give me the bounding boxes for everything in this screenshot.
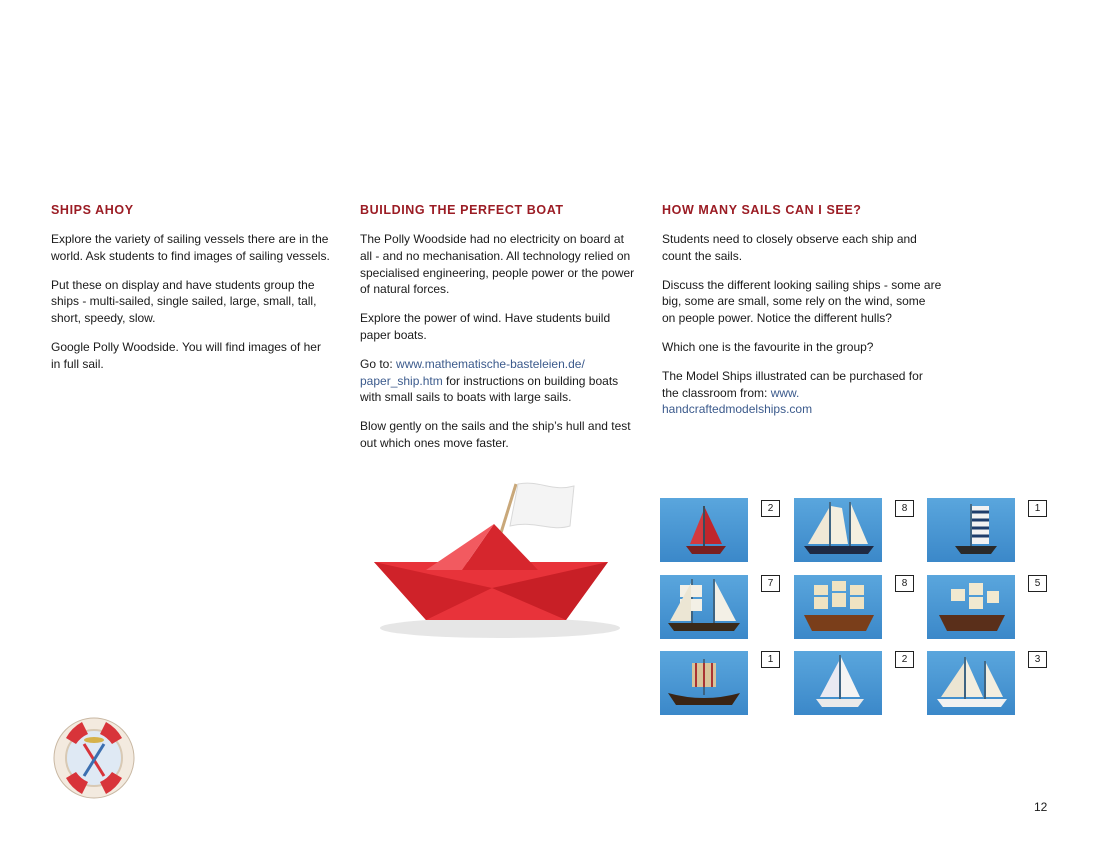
- ship-image: [927, 575, 1015, 639]
- paragraph: [360, 356, 636, 406]
- ship-image: [660, 575, 748, 639]
- ship-image: [794, 498, 882, 562]
- sail-count: 3: [1028, 651, 1047, 668]
- heading-building-boat: BUILDING THE PERFECT BOAT: [360, 203, 564, 217]
- paragraph: Discuss the different looking sailing ships - some are big, some are small, some rely on the wind, some on people power. Notice the different hulls?: [662, 277, 942, 326]
- paragraph: Explore the power of wind. Have students build paper boats.: [360, 311, 611, 342]
- paragraph: Blow gently on the sails and the ship’s hull and test out which ones move faster.: [360, 419, 631, 450]
- paragraph: Google Polly Woodside. You will find images of her in full sail.: [51, 339, 321, 371]
- sail-count: 1: [1028, 500, 1047, 517]
- sail-count: 7: [761, 575, 780, 592]
- heading-how-many-sails: HOW MANY SAILS CAN I SEE?: [662, 203, 862, 217]
- sail-count: 2: [895, 651, 914, 668]
- sail-count: 8: [895, 500, 914, 517]
- ship-image: [927, 651, 1015, 715]
- heading-ships-ahoy: SHIPS AHOY: [51, 203, 134, 217]
- column-how-many-sails: [662, 203, 942, 430]
- column-building-boat: [360, 203, 636, 464]
- paragraph: Which one is the favourite in the group?: [662, 339, 874, 354]
- sail-count: 5: [1028, 575, 1047, 592]
- paper-boat-illustration: [360, 470, 640, 650]
- paragraph-text: for instructions on building boats with small sails to boats with large sails.: [360, 373, 619, 405]
- page-number: 12: [1034, 800, 1048, 814]
- column-ships-ahoy: [51, 203, 331, 385]
- paragraph: [662, 368, 942, 418]
- sail-count: 8: [895, 575, 914, 592]
- paragraph: The Polly Woodside had no electricity on board at all - and no mechanisation. All technology relied on specialised engineering, people power or the power of natural forces.: [360, 232, 635, 297]
- paragraph-text: Go to:: [360, 356, 397, 371]
- sail-count: 2: [761, 500, 780, 517]
- ship-image: [660, 651, 748, 715]
- ship-image: [794, 575, 882, 639]
- ship-image: [927, 498, 1015, 562]
- paragraph: Explore the variety of sailing vessels there are in the world. Ask students to find images of sailing vessels.: [51, 232, 330, 263]
- paragraph-text: The Model Ships illustrated can be purchased for the classroom from:: [662, 368, 923, 400]
- sail-count: 1: [761, 651, 780, 668]
- model-ships-link[interactable]: www. handcraftedmodelships.com: [662, 385, 813, 417]
- ship-image: [660, 498, 748, 562]
- ship-image: [794, 651, 882, 715]
- paper-ship-link[interactable]: www.mathematische-basteleien.de/ paper_ship.htm: [360, 356, 585, 388]
- polly-woodside-logo: [52, 716, 136, 800]
- paragraph: Put these on display and have students group the ships - multi-sailed, single sailed, large, small, tall, short, speedy, slow.: [51, 277, 317, 326]
- paragraph: Students need to closely observe each ship and count the sails.: [662, 232, 917, 263]
